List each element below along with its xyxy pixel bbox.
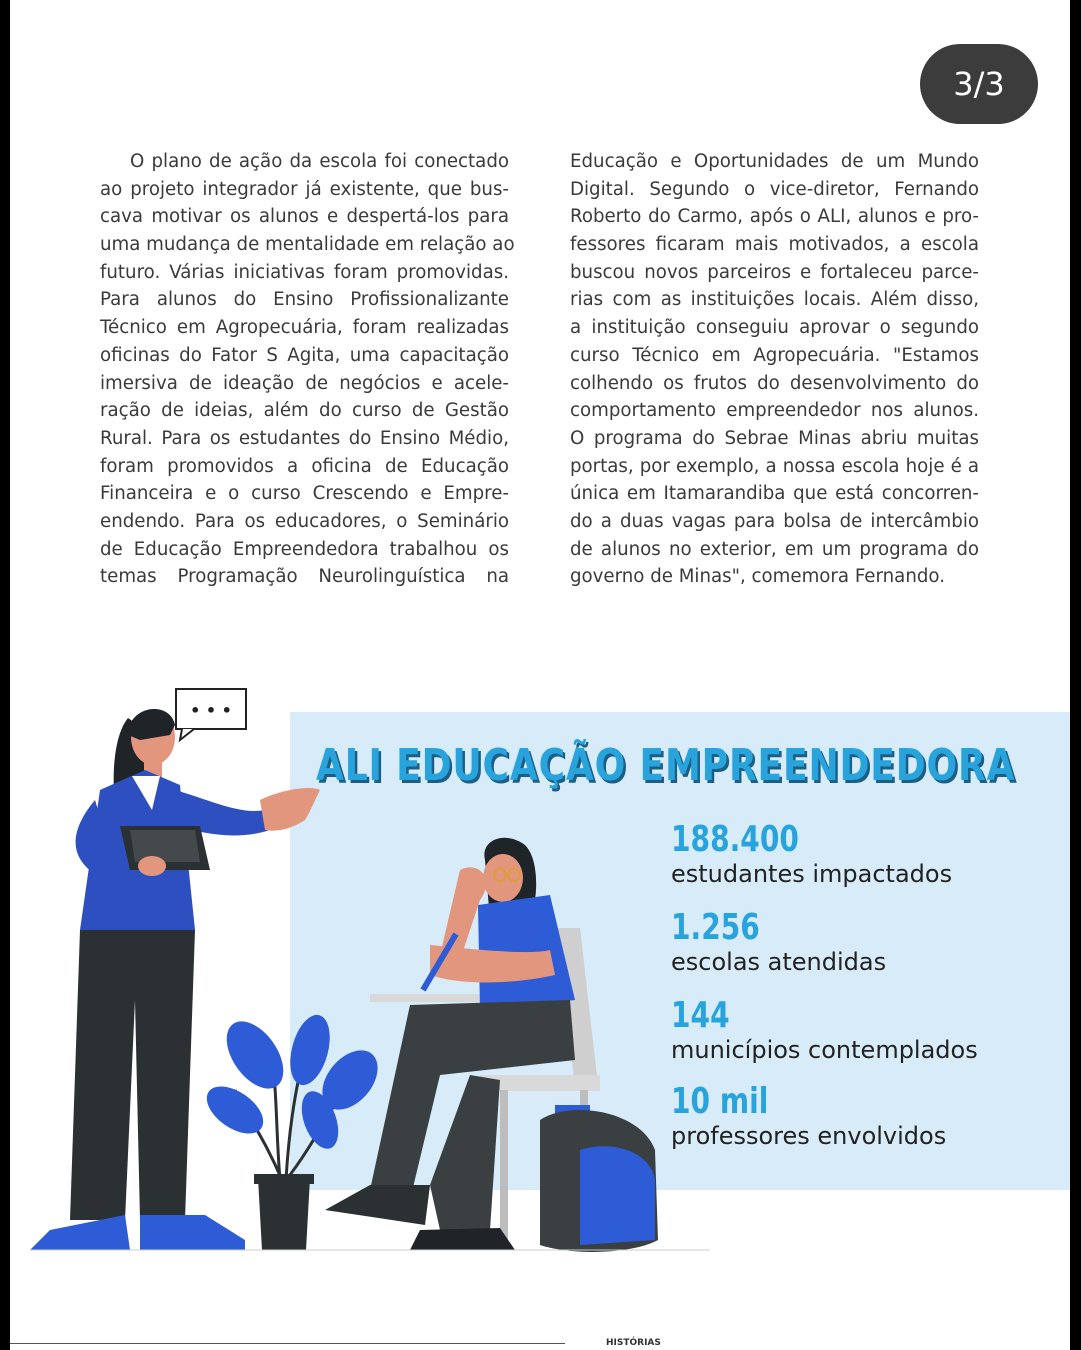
infographic-title: ALI EDUCAÇÃO EMPREENDEDORA <box>316 740 1016 791</box>
stat-students <box>671 820 952 888</box>
text-line: governo de Minas", comemora Fernando. <box>570 566 945 588</box>
stat-label: escolas atendidas <box>671 948 887 976</box>
stat-value: 188.400 <box>671 819 799 860</box>
text-line: portas, por exemplo, a nossa escola hoje é a <box>570 455 979 477</box>
stat-value: 144 <box>671 995 730 1036</box>
text-line: colhendo os frutos do desenvolvimento do <box>570 372 979 394</box>
text-line: buscou novos parceiros e fortaleceu parce- <box>570 261 979 283</box>
text-line: Roberto do Carmo, após o ALI, alunos e pro- <box>570 206 979 228</box>
stat-label: estudantes impactados <box>671 860 953 888</box>
text-line: imersiva de ideação de negócios e acele- <box>100 372 509 394</box>
stat-value: 10 mil <box>671 1081 769 1122</box>
magazine-page <box>10 0 1070 1350</box>
text-line: endendo. Para os educadores, o Seminário <box>100 510 509 532</box>
text-line: do a duas vagas para bolsa de intercâmbio <box>570 510 979 532</box>
speech-bubble-dots: • • • <box>190 701 232 720</box>
text-line: Para alunos do Ensino Profissionalizante <box>100 289 509 311</box>
text-line: de alunos no exterior, em um programa do <box>570 538 979 560</box>
footer-logo: HISTÓRIAS <box>606 1338 661 1348</box>
stat-value: 1.256 <box>671 907 760 948</box>
text-line: única em Itamarandiba que está concorren- <box>570 483 979 505</box>
text-line: futuro. Várias iniciativas foram promovidas. <box>100 261 509 283</box>
text-line: Financeira e o curso Crescendo e Empre- <box>100 483 509 505</box>
text-line: rias com as instituições locais. Além disso, <box>570 289 979 311</box>
stat-municipalities <box>671 996 978 1064</box>
article-right-column <box>570 148 979 591</box>
text-line: a instituição conseguiu aprovar o segundo <box>570 317 979 339</box>
stat-label: professores envolvidos <box>671 1122 947 1150</box>
footer-divider <box>10 1343 565 1344</box>
text-line: oficinas do Fator S Agita, uma capacitação <box>100 344 509 366</box>
stat-label: municípios contemplados <box>671 1036 978 1064</box>
student-figure <box>325 838 575 1250</box>
text-line: uma mudança de mentalidade em relação ao <box>100 234 515 256</box>
text-line: cava motivar os alunos e despertá-los para <box>100 206 509 228</box>
text-line: temas Programação Neurolinguística na <box>100 566 509 588</box>
text-line: fessores ficaram mais motivados, a escola <box>570 234 979 256</box>
text-line: de Educação Empreendedora trabalhou os <box>100 538 509 560</box>
backpack-icon <box>540 1105 658 1252</box>
stat-schools <box>671 908 886 976</box>
text-line: Técnico em Agropecuária, foram realizadas <box>100 317 509 339</box>
text-line: O plano de ação da escola foi conectado <box>130 151 509 172</box>
text-line: curso Técnico em Agropecuária. "Estamos <box>570 344 979 366</box>
text-line: ao projeto integrador já existente, que bus- <box>100 178 509 200</box>
speech-bubble-icon <box>176 689 246 740</box>
page-indicator[interactable]: 3/3 <box>920 44 1038 124</box>
text-line: Educação e Oportunidades de um Mundo <box>570 151 979 172</box>
text-line: ração de ideias, além do curso de Gestão <box>100 400 509 422</box>
text-line: comportamento empreendedor nos alunos. <box>570 400 979 422</box>
article-left-column <box>100 148 515 591</box>
text-line: foram promovidos a oficina de Educação <box>100 455 509 477</box>
text-line: O programa do Sebrae Minas abriu muitas <box>570 427 979 449</box>
text-line: Rural. Para os estudantes do Ensino Médio, <box>100 427 509 449</box>
text-line: Digital. Segundo o vice-diretor, Fernando <box>570 178 979 200</box>
stat-teachers <box>671 1082 946 1150</box>
